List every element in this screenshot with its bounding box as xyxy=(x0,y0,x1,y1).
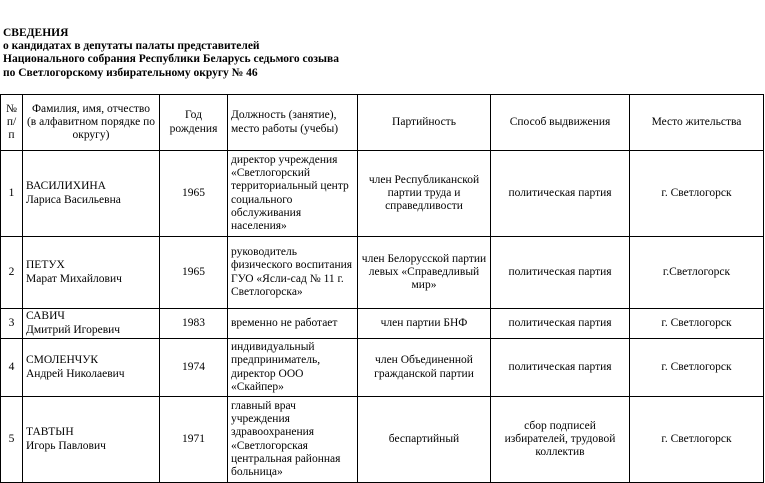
column-header-position: Должность (занятие), место работы (учебы) xyxy=(228,95,358,151)
candidate-surname: ПЕТУХ xyxy=(26,259,65,272)
candidate-surname: СМОЛЕНЧУК xyxy=(26,354,99,367)
position: директор учреждения «Светлогорский территориальный центр социального обслуживания населения» xyxy=(228,151,358,237)
row-number: 1 xyxy=(1,151,23,237)
document-title: СВЕДЕНИЯ xyxy=(3,27,69,39)
table-row xyxy=(1,309,764,339)
column-header-party: Партийность xyxy=(358,95,491,151)
residence: г. Светлогорск xyxy=(630,309,764,339)
candidate-given-names: Лариса Васильевна xyxy=(26,193,121,206)
nomination: политическая партия xyxy=(491,151,630,237)
residence: г.Светлогорск xyxy=(630,237,764,309)
candidate-name xyxy=(23,151,160,237)
party: член Республиканской партии труда и справедливости xyxy=(358,151,491,237)
birth-year: 1971 xyxy=(160,397,228,483)
column-header-year: Год рождения xyxy=(160,95,228,151)
candidate-name xyxy=(23,309,160,339)
candidate-surname: САВИЧ xyxy=(26,310,65,323)
party: член Объединенной гражданской партии xyxy=(358,339,491,397)
nomination: политическая партия xyxy=(491,237,630,309)
column-header-residence: Место жительства xyxy=(630,95,764,151)
column-header-nomination: Способ выдвижения xyxy=(491,95,630,151)
candidate-given-names: Марат Михайлович xyxy=(26,272,122,285)
candidates-table xyxy=(0,94,764,483)
table-row xyxy=(1,397,764,483)
candidate-surname: ТАВТЫН xyxy=(26,426,74,439)
party: член Белорусской партии левых «Справедливый мир» xyxy=(358,237,491,309)
residence: г. Светлогорск xyxy=(630,397,764,483)
row-number: 4 xyxy=(1,339,23,397)
candidate-name xyxy=(23,397,160,483)
row-number: 3 xyxy=(1,309,23,339)
header-line-3: по Светлогорскому избирательному округу № 46 xyxy=(3,66,258,79)
row-number: 5 xyxy=(1,397,23,483)
position: временно не работает xyxy=(228,309,358,339)
party: беспартийный xyxy=(358,397,491,483)
birth-year: 1965 xyxy=(160,237,228,309)
header-line-2: Национального собрания Республики Беларусь седьмого созыва xyxy=(3,53,339,66)
nomination: политическая партия xyxy=(491,339,630,397)
candidate-given-names: Игорь Павлович xyxy=(26,439,106,452)
residence: г. Светлогорск xyxy=(630,339,764,397)
row-number: 2 xyxy=(1,237,23,309)
birth-year: 1983 xyxy=(160,309,228,339)
residence: г. Светлогорск xyxy=(630,151,764,237)
header-line-1: о кандидатах в депутаты палаты представителей xyxy=(3,40,260,53)
candidate-given-names: Дмитрий Игоревич xyxy=(26,323,121,336)
candidate-given-names: Андрей Николаевич xyxy=(26,367,125,380)
candidate-name xyxy=(23,339,160,397)
position: индивидуальный предприниматель, директор ООО «Скайпер» xyxy=(228,339,358,397)
candidate-surname: ВАСИЛИХИНА xyxy=(26,180,106,193)
position: руководитель физического воспитания ГУО «Ясли-сад № 11 г. Светлогорска» xyxy=(228,237,358,309)
column-header-name: Фамилия, имя, отчество (в алфавитном порядке по округу) xyxy=(23,95,160,151)
position: главный врач учреждения здравоохранения «Светлогорская центральная районная больница» xyxy=(228,397,358,483)
nomination: сбор подписей избирателей, трудовой коллектив xyxy=(491,397,630,483)
table-row xyxy=(1,237,764,309)
birth-year: 1965 xyxy=(160,151,228,237)
nomination: политическая партия xyxy=(491,309,630,339)
document-header xyxy=(3,27,339,80)
table-row xyxy=(1,339,764,397)
party: член партии БНФ xyxy=(358,309,491,339)
candidate-name xyxy=(23,237,160,309)
birth-year: 1974 xyxy=(160,339,228,397)
table-row xyxy=(1,151,764,237)
column-header-number: № п/п xyxy=(1,95,23,151)
table-header-row xyxy=(1,95,764,151)
